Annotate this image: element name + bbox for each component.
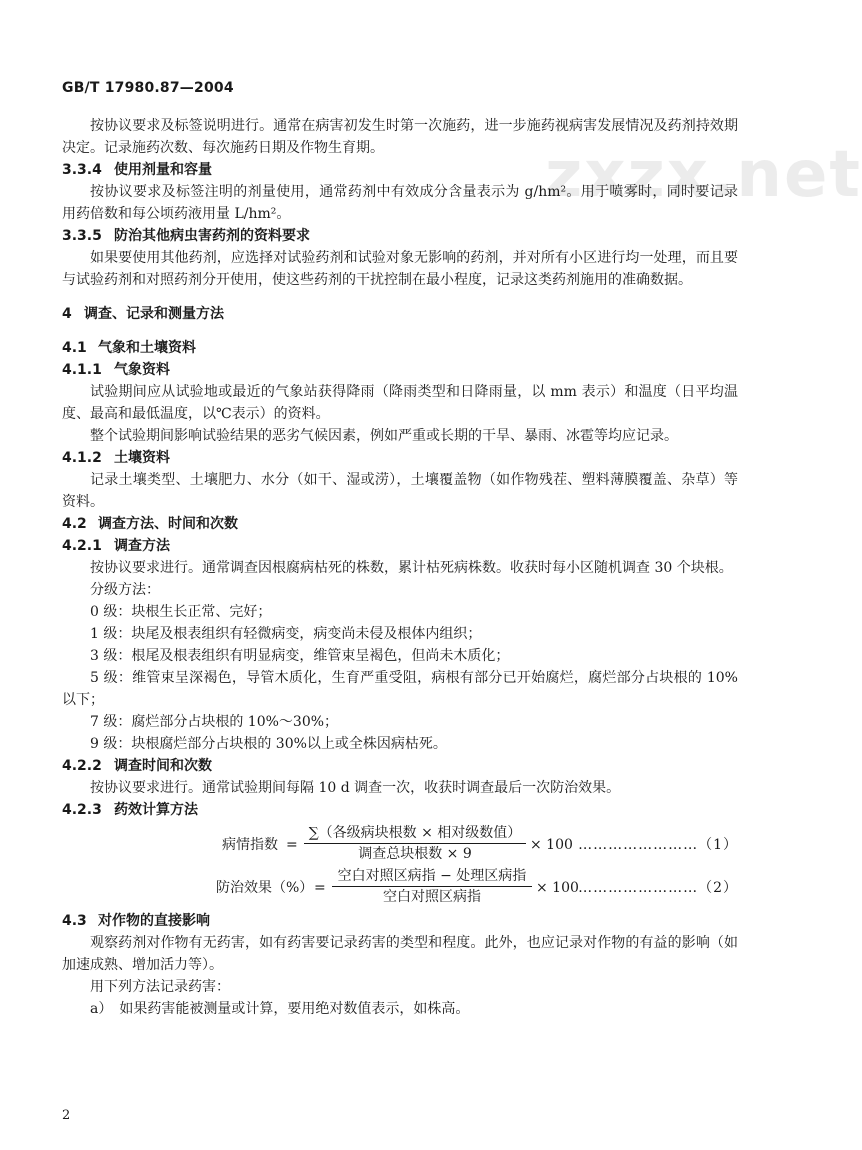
section-heading-3-3-5: 3.3.5 防治其他病虫害药剂的资料要求 — [62, 228, 310, 244]
list-item-a: a） 如果药害能被测量或计算，要用绝对数值表示，如株高。 — [90, 1001, 470, 1017]
formula-numerator: 空白对照区病指 − 处理区病指 — [332, 867, 532, 887]
equation-number: ……………………（2） — [578, 880, 738, 896]
formula-label: 病情指数 — [222, 837, 278, 853]
paragraph: 整个试验期间影响试验结果的恶劣气候因素，例如严重或长期的干旱、暴雨、冰雹等均应记录。 — [90, 428, 678, 444]
formula-fraction — [304, 824, 526, 863]
equation-number: ……………………（1） — [578, 837, 738, 853]
standard-code: GB/T 17980.87—2004 — [62, 80, 234, 96]
grade-item: 9 级：块根腐烂部分占块根的 30%以上或全株因病枯死。 — [90, 736, 447, 752]
section-heading-4-2-1: 4.2.1 调查方法 — [62, 538, 170, 554]
formula-disease-index — [62, 824, 738, 864]
page-number: 2 — [62, 1108, 71, 1123]
paragraph: 按协议要求进行。通常试验期间每隔 10 d 调查一次，收获时调查最后一次防治效果。 — [90, 780, 621, 796]
formula-control-efficacy — [62, 867, 738, 907]
formula-multiplier: × 100 — [536, 880, 579, 896]
paragraph: 记录土壤类型、土壤肥力、水分（如干、湿或涝），土壤覆盖物（如作物残茬、塑料薄膜覆盖、杂草）等资料。 — [62, 472, 738, 510]
formula-numerator: ∑（各级病块根数 × 相对级数值） — [304, 824, 526, 844]
formula-equals: = — [314, 880, 326, 896]
formula-fraction — [332, 867, 532, 906]
paragraph: 观察药剂对作物有无药害，如有药害要记录药害的类型和程度。此外，也应记录对作物的有益的影响（如加速成熟、增加活力等）。 — [62, 935, 738, 973]
formula-denominator: 空白对照区病指 — [383, 889, 481, 905]
grade-item: 5 级：维管束呈深褐色，导管木质化，生育严重受阻，病根有部分已开始腐烂，腐烂部分占块根的 10%以下； — [62, 670, 738, 708]
paragraph: 按协议要求及标签注明的剂量使用，通常药剂中有效成分含量表示为 g/hm²。用于喷雾时，同时要记录用药倍数和每公顷药液用量 L/hm²。 — [62, 184, 738, 222]
formula-denominator: 调查总块根数 × 9 — [358, 846, 472, 862]
section-heading-4-2: 4.2 调查方法、时间和次数 — [62, 516, 238, 532]
formula-multiplier: × 100 — [530, 837, 573, 853]
section-heading-4-2-2: 4.2.2 调查时间和次数 — [62, 758, 212, 774]
grade-item: 3 级：根尾及根表组织有明显病变，维管束呈褐色，但尚未木质化； — [90, 648, 510, 664]
paragraph: 试验期间应从试验地或最近的气象站获得降雨（降雨类型和日降雨量，以 mm 表示）和温度（日平均温度、最高和最低温度，以℃表示）的资料。 — [62, 384, 738, 422]
paragraph: 如果要使用其他药剂，应选择对试验药剂和试验对象无影响的药剂，并对所有小区进行均一处理，而且要与试验药剂和对照药剂分开使用，使这些药剂的干扰控制在最小程度，记录这类药剂施用的准确数据。 — [62, 250, 738, 288]
section-heading-4-1: 4.1 气象和土壤资料 — [62, 340, 196, 356]
paragraph: 按协议要求进行。通常调查因根腐病枯死的株数，累计枯死病株数。收获时每小区随机调查 30 个块根。 — [90, 560, 733, 576]
section-heading-4-1-1: 4.1.1 气象资料 — [62, 362, 170, 378]
section-heading-4-3: 4.3 对作物的直接影响 — [62, 913, 210, 929]
grading-intro: 分级方法： — [90, 582, 160, 598]
grade-item: 1 级：块尾及根表组织有轻微病变，病变尚未侵及根体内组织； — [90, 626, 482, 642]
section-heading-4-1-2: 4.1.2 土壤资料 — [62, 450, 170, 466]
watermark: zxzx.net — [545, 138, 862, 212]
section-heading-4-2-3: 4.2.3 药效计算方法 — [62, 802, 198, 818]
formula-equals: = — [286, 837, 298, 853]
paragraph: 用下列方法记录药害： — [90, 979, 230, 995]
formula-label: 防治效果（%） — [216, 880, 314, 896]
section-heading-4: 4 调查、记录和测量方法 — [62, 306, 224, 322]
section-heading-3-3-4: 3.3.4 使用剂量和容量 — [62, 162, 212, 178]
grade-item: 0 级：块根生长正常、完好； — [90, 604, 272, 620]
paragraph: 按协议要求及标签说明进行。通常在病害初发生时第一次施药，进一步施药视病害发展情况及药剂持效期决定。记录施药次数、每次施药日期及作物生育期。 — [62, 118, 738, 156]
grade-item: 7 级：腐烂部分占块根的 10%～30%； — [90, 714, 339, 730]
document-body — [62, 115, 738, 1020]
